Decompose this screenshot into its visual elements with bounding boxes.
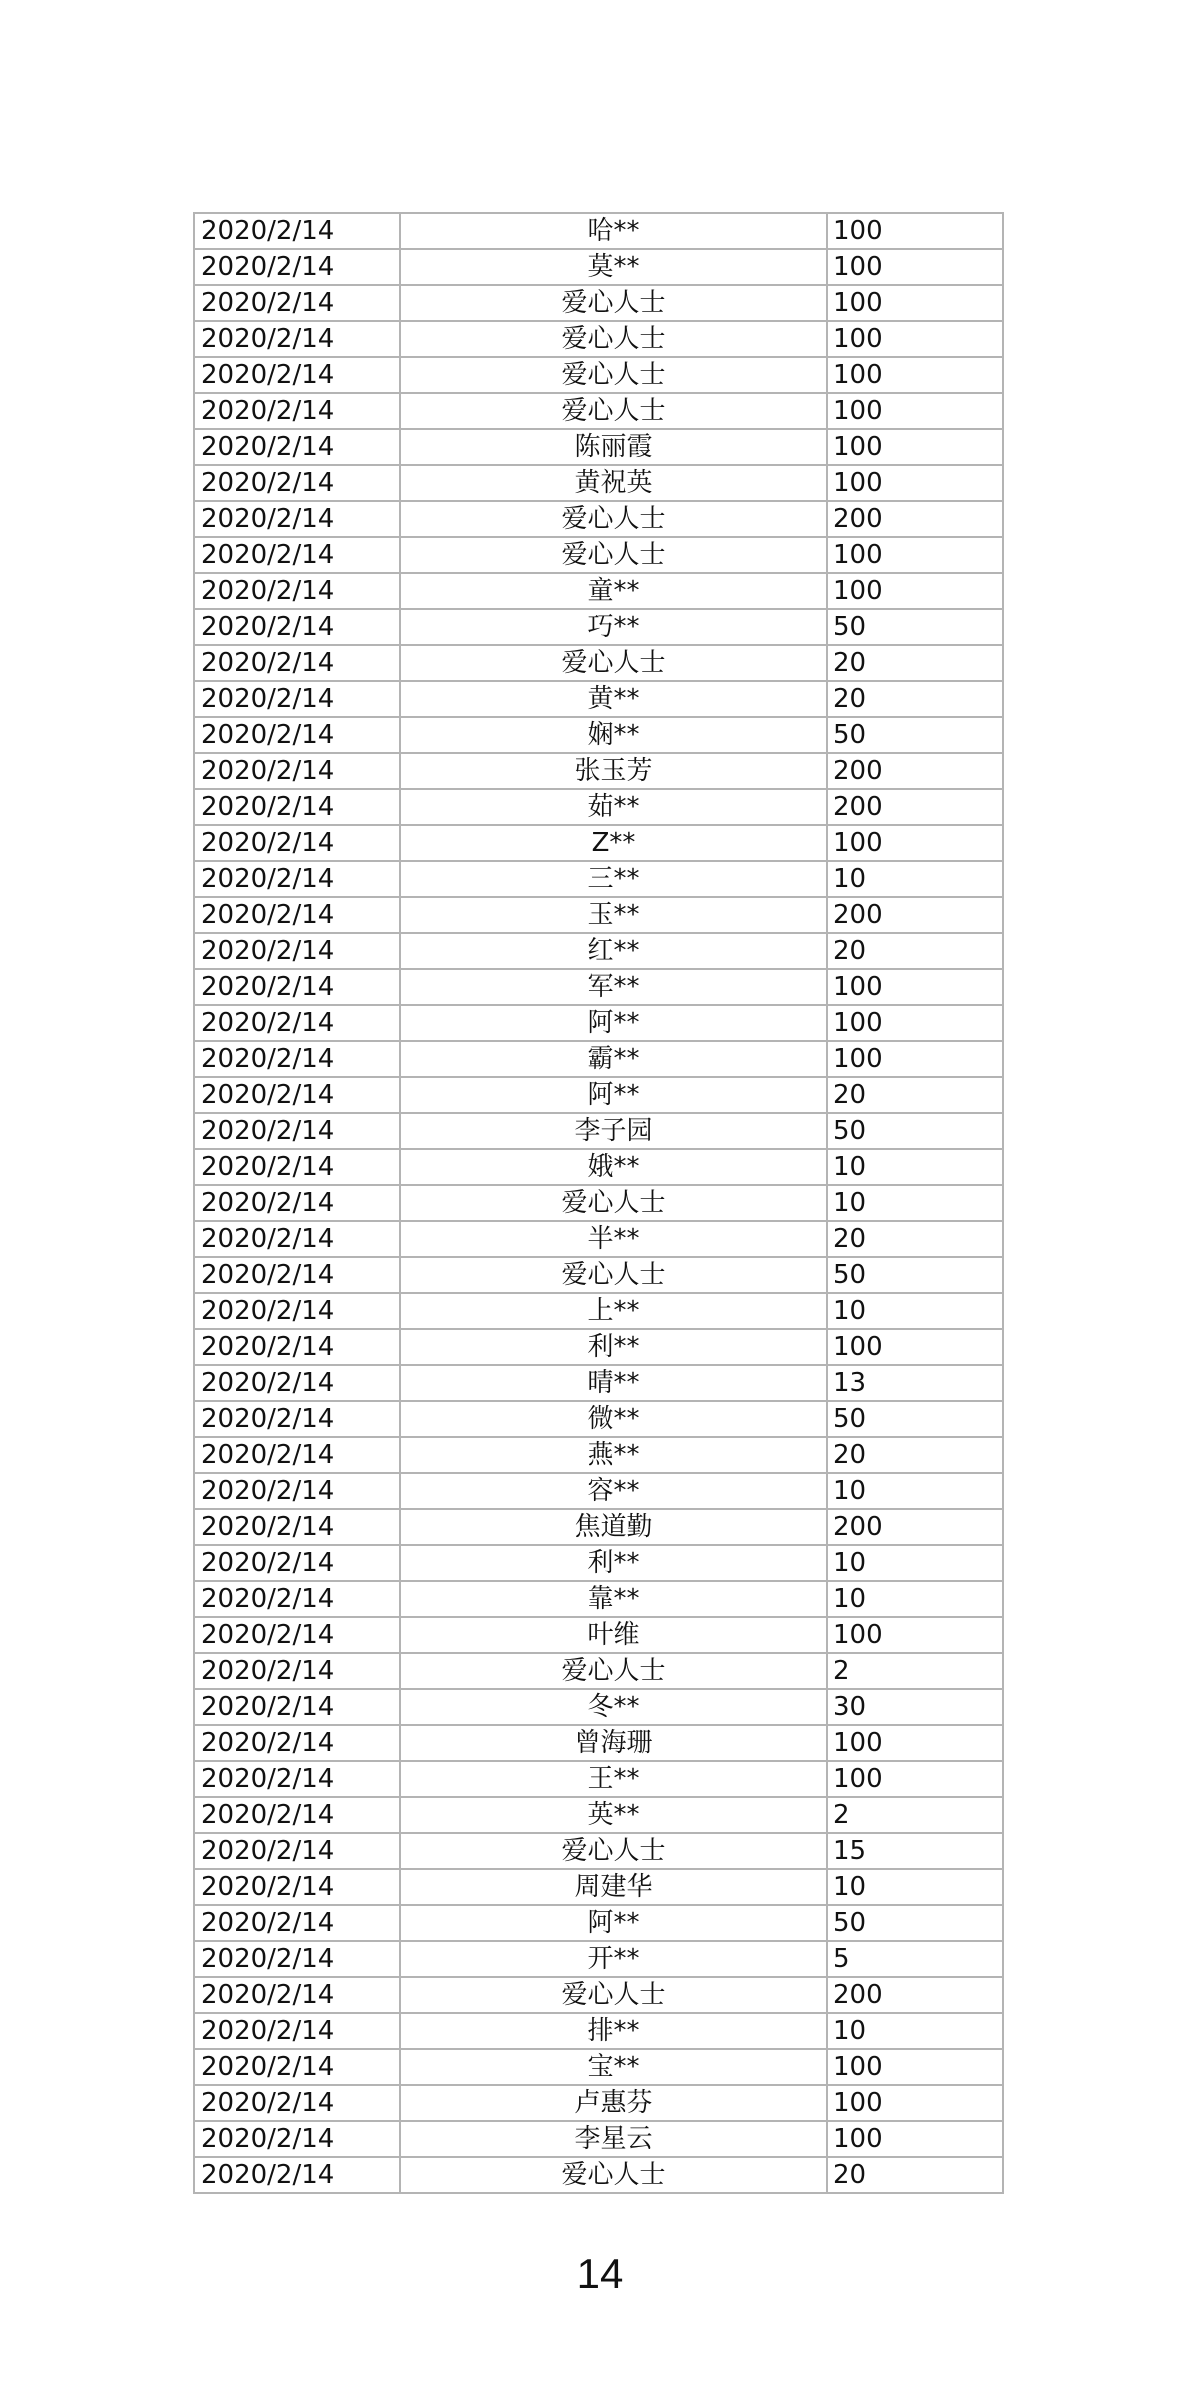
- table-row: [194, 1941, 1003, 1977]
- amount-cell: 100: [827, 1005, 1003, 1041]
- date-cell: 2020/2/14: [194, 2121, 400, 2157]
- date-cell: 2020/2/14: [194, 1077, 400, 1113]
- donor-name-cell: 爱心人士: [400, 1653, 827, 1689]
- table-row: [194, 321, 1003, 357]
- donor-name-cell: 利**: [400, 1545, 827, 1581]
- date-cell: 2020/2/14: [194, 1545, 400, 1581]
- date-cell: 2020/2/14: [194, 753, 400, 789]
- date-cell: 2020/2/14: [194, 2049, 400, 2085]
- donor-name-cell: 开**: [400, 1941, 827, 1977]
- donor-name-cell: 霸**: [400, 1041, 827, 1077]
- donor-name-cell: 黄祝英: [400, 465, 827, 501]
- date-cell: 2020/2/14: [194, 717, 400, 753]
- amount-cell: 50: [827, 1905, 1003, 1941]
- amount-cell: 13: [827, 1365, 1003, 1401]
- table-row: [194, 2085, 1003, 2121]
- table-row: [194, 753, 1003, 789]
- date-cell: 2020/2/14: [194, 897, 400, 933]
- amount-cell: 50: [827, 717, 1003, 753]
- donor-name-cell: 半**: [400, 1221, 827, 1257]
- donor-name-cell: 爱心人士: [400, 1185, 827, 1221]
- amount-cell: 100: [827, 1329, 1003, 1365]
- donor-name-cell: 娥**: [400, 1149, 827, 1185]
- date-cell: 2020/2/14: [194, 1509, 400, 1545]
- donor-name-cell: 巧**: [400, 609, 827, 645]
- date-cell: 2020/2/14: [194, 1329, 400, 1365]
- donor-name-cell: 黄**: [400, 681, 827, 717]
- table-row: [194, 1221, 1003, 1257]
- donor-name-cell: 靠**: [400, 1581, 827, 1617]
- donor-name-cell: 冬**: [400, 1689, 827, 1725]
- table-row: [194, 825, 1003, 861]
- donation-table-body: [194, 213, 1003, 2193]
- amount-cell: 15: [827, 1833, 1003, 1869]
- donor-name-cell: 排**: [400, 2013, 827, 2049]
- table-row: [194, 1797, 1003, 1833]
- amount-cell: 100: [827, 2121, 1003, 2157]
- table-row: [194, 1041, 1003, 1077]
- date-cell: 2020/2/14: [194, 1257, 400, 1293]
- amount-cell: 20: [827, 2157, 1003, 2193]
- donor-name-cell: 晴**: [400, 1365, 827, 1401]
- table-row: [194, 1833, 1003, 1869]
- amount-cell: 100: [827, 321, 1003, 357]
- table-row: [194, 357, 1003, 393]
- table-row: [194, 1005, 1003, 1041]
- amount-cell: 10: [827, 1185, 1003, 1221]
- donor-name-cell: 卢惠芬: [400, 2085, 827, 2121]
- amount-cell: 10: [827, 1545, 1003, 1581]
- table-row: [194, 465, 1003, 501]
- table-row: [194, 2157, 1003, 2193]
- amount-cell: 100: [827, 2049, 1003, 2085]
- date-cell: 2020/2/14: [194, 1725, 400, 1761]
- date-cell: 2020/2/14: [194, 357, 400, 393]
- amount-cell: 10: [827, 1581, 1003, 1617]
- table-row: [194, 1437, 1003, 1473]
- amount-cell: 50: [827, 1257, 1003, 1293]
- date-cell: 2020/2/14: [194, 1797, 400, 1833]
- date-cell: 2020/2/14: [194, 213, 400, 249]
- donor-name-cell: 爱心人士: [400, 1977, 827, 2013]
- amount-cell: 100: [827, 573, 1003, 609]
- amount-cell: 20: [827, 933, 1003, 969]
- amount-cell: 5: [827, 1941, 1003, 1977]
- amount-cell: 30: [827, 1689, 1003, 1725]
- date-cell: 2020/2/14: [194, 2013, 400, 2049]
- date-cell: 2020/2/14: [194, 1977, 400, 2013]
- donor-name-cell: 爱心人士: [400, 501, 827, 537]
- date-cell: 2020/2/14: [194, 825, 400, 861]
- table-row: [194, 1653, 1003, 1689]
- date-cell: 2020/2/14: [194, 249, 400, 285]
- table-row: [194, 1689, 1003, 1725]
- amount-cell: 2: [827, 1653, 1003, 1689]
- date-cell: 2020/2/14: [194, 1941, 400, 1977]
- date-cell: 2020/2/14: [194, 537, 400, 573]
- table-row: [194, 1149, 1003, 1185]
- date-cell: 2020/2/14: [194, 1113, 400, 1149]
- donor-name-cell: 微**: [400, 1401, 827, 1437]
- date-cell: 2020/2/14: [194, 1833, 400, 1869]
- date-cell: 2020/2/14: [194, 1401, 400, 1437]
- date-cell: 2020/2/14: [194, 573, 400, 609]
- donor-name-cell: 三**: [400, 861, 827, 897]
- donor-name-cell: 爱心人士: [400, 645, 827, 681]
- table-row: [194, 1581, 1003, 1617]
- table-row: [194, 1329, 1003, 1365]
- amount-cell: 20: [827, 681, 1003, 717]
- donor-name-cell: 爱心人士: [400, 1257, 827, 1293]
- table-row: [194, 213, 1003, 249]
- donor-name-cell: 爱心人士: [400, 285, 827, 321]
- table-row: [194, 645, 1003, 681]
- date-cell: 2020/2/14: [194, 1653, 400, 1689]
- table-row: [194, 573, 1003, 609]
- amount-cell: 20: [827, 1077, 1003, 1113]
- amount-cell: 20: [827, 1437, 1003, 1473]
- table-row: [194, 969, 1003, 1005]
- table-row: [194, 789, 1003, 825]
- donation-table: [193, 212, 1004, 2194]
- date-cell: 2020/2/14: [194, 1221, 400, 1257]
- donor-name-cell: 曾海珊: [400, 1725, 827, 1761]
- table-row: [194, 1185, 1003, 1221]
- donor-name-cell: 英**: [400, 1797, 827, 1833]
- donor-name-cell: 爱心人士: [400, 537, 827, 573]
- table-row: [194, 1401, 1003, 1437]
- amount-cell: 10: [827, 861, 1003, 897]
- donor-name-cell: 叶维: [400, 1617, 827, 1653]
- amount-cell: 100: [827, 1725, 1003, 1761]
- amount-cell: 100: [827, 1041, 1003, 1077]
- date-cell: 2020/2/14: [194, 861, 400, 897]
- table-row: [194, 429, 1003, 465]
- table-row: [194, 1869, 1003, 1905]
- amount-cell: 20: [827, 1221, 1003, 1257]
- donor-name-cell: Z**: [400, 825, 827, 861]
- amount-cell: 10: [827, 2013, 1003, 2049]
- amount-cell: 100: [827, 465, 1003, 501]
- table-row: [194, 861, 1003, 897]
- donor-name-cell: 茹**: [400, 789, 827, 825]
- donor-name-cell: 阿**: [400, 1905, 827, 1941]
- amount-cell: 10: [827, 1149, 1003, 1185]
- date-cell: 2020/2/14: [194, 1473, 400, 1509]
- amount-cell: 50: [827, 1113, 1003, 1149]
- date-cell: 2020/2/14: [194, 465, 400, 501]
- table-row: [194, 681, 1003, 717]
- amount-cell: 100: [827, 249, 1003, 285]
- donor-name-cell: 容**: [400, 1473, 827, 1509]
- date-cell: 2020/2/14: [194, 933, 400, 969]
- amount-cell: 100: [827, 2085, 1003, 2121]
- amount-cell: 2: [827, 1797, 1003, 1833]
- donor-name-cell: 童**: [400, 573, 827, 609]
- date-cell: 2020/2/14: [194, 1437, 400, 1473]
- amount-cell: 20: [827, 645, 1003, 681]
- table-row: [194, 1545, 1003, 1581]
- table-row: [194, 501, 1003, 537]
- amount-cell: 100: [827, 213, 1003, 249]
- date-cell: 2020/2/14: [194, 645, 400, 681]
- date-cell: 2020/2/14: [194, 501, 400, 537]
- table-row: [194, 1905, 1003, 1941]
- table-row: [194, 609, 1003, 645]
- table-row: [194, 1113, 1003, 1149]
- date-cell: 2020/2/14: [194, 1617, 400, 1653]
- donor-name-cell: 爱心人士: [400, 321, 827, 357]
- donor-name-cell: 王**: [400, 1761, 827, 1797]
- date-cell: 2020/2/14: [194, 1689, 400, 1725]
- table-row: [194, 2049, 1003, 2085]
- amount-cell: 10: [827, 1473, 1003, 1509]
- date-cell: 2020/2/14: [194, 1365, 400, 1401]
- amount-cell: 100: [827, 537, 1003, 573]
- date-cell: 2020/2/14: [194, 789, 400, 825]
- table-row: [194, 717, 1003, 753]
- amount-cell: 50: [827, 609, 1003, 645]
- donor-name-cell: 哈**: [400, 213, 827, 249]
- amount-cell: 100: [827, 285, 1003, 321]
- table-row: [194, 2121, 1003, 2157]
- date-cell: 2020/2/14: [194, 1581, 400, 1617]
- donor-name-cell: 周建华: [400, 1869, 827, 1905]
- donor-name-cell: 陈丽霞: [400, 429, 827, 465]
- date-cell: 2020/2/14: [194, 321, 400, 357]
- date-cell: 2020/2/14: [194, 609, 400, 645]
- table-row: [194, 1761, 1003, 1797]
- amount-cell: 10: [827, 1293, 1003, 1329]
- amount-cell: 10: [827, 1869, 1003, 1905]
- date-cell: 2020/2/14: [194, 2157, 400, 2193]
- donor-name-cell: 爱心人士: [400, 1833, 827, 1869]
- donor-name-cell: 李子园: [400, 1113, 827, 1149]
- donor-name-cell: 阿**: [400, 1005, 827, 1041]
- donor-name-cell: 爱心人士: [400, 2157, 827, 2193]
- date-cell: 2020/2/14: [194, 1905, 400, 1941]
- date-cell: 2020/2/14: [194, 1293, 400, 1329]
- donor-name-cell: 军**: [400, 969, 827, 1005]
- page-number: 14: [576, 2250, 624, 2297]
- date-cell: 2020/2/14: [194, 681, 400, 717]
- table-row: [194, 1617, 1003, 1653]
- donor-name-cell: 上**: [400, 1293, 827, 1329]
- table-row: [194, 1365, 1003, 1401]
- amount-cell: 100: [827, 357, 1003, 393]
- date-cell: 2020/2/14: [194, 1761, 400, 1797]
- donor-name-cell: 阿**: [400, 1077, 827, 1113]
- donor-name-cell: 娴**: [400, 717, 827, 753]
- date-cell: 2020/2/14: [194, 1005, 400, 1041]
- amount-cell: 200: [827, 501, 1003, 537]
- amount-cell: 100: [827, 393, 1003, 429]
- date-cell: 2020/2/14: [194, 1185, 400, 1221]
- amount-cell: 100: [827, 429, 1003, 465]
- donor-name-cell: 莫**: [400, 249, 827, 285]
- table-row: [194, 1977, 1003, 2013]
- date-cell: 2020/2/14: [194, 1869, 400, 1905]
- amount-cell: 100: [827, 969, 1003, 1005]
- table-row: [194, 1473, 1003, 1509]
- donor-name-cell: 李星云: [400, 2121, 827, 2157]
- donor-name-cell: 爱心人士: [400, 393, 827, 429]
- amount-cell: 200: [827, 1509, 1003, 1545]
- amount-cell: 50: [827, 1401, 1003, 1437]
- table-row: [194, 2013, 1003, 2049]
- donor-name-cell: 红**: [400, 933, 827, 969]
- date-cell: 2020/2/14: [194, 429, 400, 465]
- amount-cell: 100: [827, 1617, 1003, 1653]
- date-cell: 2020/2/14: [194, 1149, 400, 1185]
- amount-cell: 200: [827, 753, 1003, 789]
- donor-name-cell: 宝**: [400, 2049, 827, 2085]
- amount-cell: 100: [827, 825, 1003, 861]
- table-row: [194, 1257, 1003, 1293]
- table-row: [194, 1725, 1003, 1761]
- table-row: [194, 537, 1003, 573]
- donor-name-cell: 爱心人士: [400, 357, 827, 393]
- table-row: [194, 933, 1003, 969]
- table-row: [194, 285, 1003, 321]
- date-cell: 2020/2/14: [194, 1041, 400, 1077]
- table-row: [194, 1509, 1003, 1545]
- table-row: [194, 1293, 1003, 1329]
- date-cell: 2020/2/14: [194, 969, 400, 1005]
- table-row: [194, 249, 1003, 285]
- amount-cell: 200: [827, 897, 1003, 933]
- amount-cell: 200: [827, 1977, 1003, 2013]
- donor-name-cell: 利**: [400, 1329, 827, 1365]
- table-row: [194, 897, 1003, 933]
- donor-name-cell: 焦道勤: [400, 1509, 827, 1545]
- table-row: [194, 1077, 1003, 1113]
- amount-cell: 100: [827, 1761, 1003, 1797]
- donor-name-cell: 燕**: [400, 1437, 827, 1473]
- amount-cell: 200: [827, 789, 1003, 825]
- table-row: [194, 393, 1003, 429]
- donor-name-cell: 玉**: [400, 897, 827, 933]
- donor-name-cell: 张玉芳: [400, 753, 827, 789]
- date-cell: 2020/2/14: [194, 285, 400, 321]
- date-cell: 2020/2/14: [194, 393, 400, 429]
- date-cell: 2020/2/14: [194, 2085, 400, 2121]
